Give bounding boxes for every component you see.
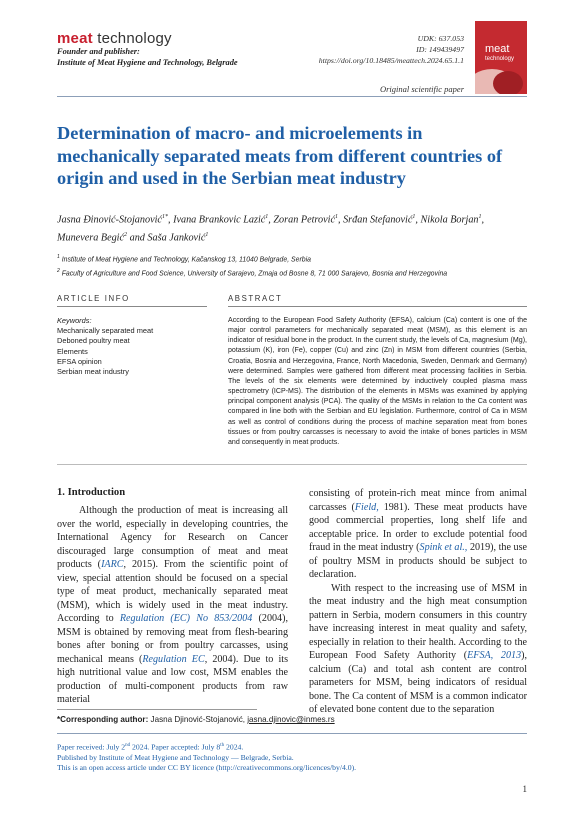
citation-link[interactable]: IARC xyxy=(101,559,124,570)
publisher-info xyxy=(57,46,238,68)
affiliations xyxy=(57,252,527,280)
citation-link[interactable]: Regulation (EC) No 853/2004 xyxy=(119,613,253,624)
article-id: ID: 149439497 xyxy=(416,45,464,54)
body-column-right xyxy=(309,487,527,717)
keyword-item: Mechanically separated meat xyxy=(57,326,154,336)
author-name: Munevera Begić xyxy=(57,232,125,244)
affiliation-item: $^2$ Faculty of Agriculture and Food Science, University of Sarajevo, Zmaja od Bosne 8, 71 000 Sarajevo, Bosnia and Herzegovina xyxy=(57,267,448,278)
citation-link[interactable]: Regulation EC xyxy=(142,653,205,665)
paragraph: With respect to the increasing use of MSM in the meat industry and the high meat consumption pattern in Serbia, modern consumers in this country have increasing interest in meat quality and safety, especially in relation to their health. According to the European Food Safety Authority (EFSA, 2013), calcium (Ca) and total ash content are control parameters for MSM, being indicators of residual bone. The Ca content of MSM is a common indicator of elevated bone content due to the separation xyxy=(309,582,528,715)
author-list: Jasna Đinović-Stojanović$^{1*}$, Ivana Brankovic Lazić$^1$, Zoran Petrović$^1$, Srđan Stefanović$^1$, Nikola Borjan$^1$, Munevera Begić$^2$ and Saša Janković$^1$ xyxy=(57,214,485,244)
paragraph: Although the production of meat is increasing all over the world, especially in developing countries, the International Agency for Research on Cancer discouraged large consumption of meat and meat products (IARC, 2015). From the scientific point of view, special attention should be focused on a special type of meat product, mechanically separated meat (MSM), which is widely used in the meat industry. According to Regulation (EC) No 853/2004 (2004), MSM is obtained by removing meat from flesh-bearing bones after boning or from poultry carcasses, using mechanical means (Regulation EC, 2004). Due to its high nutritional value and low cost, MSM enables the production of multi-component products from raw material xyxy=(57,505,289,705)
keyword-item: Deboned poultry meat xyxy=(57,336,130,346)
corresponding-author: *Corresponding author: Jasna Djinović-Stojanović, jasna.djinovic@inmes.rs xyxy=(57,715,335,724)
author-affiliation-mark: 1 xyxy=(205,231,209,238)
article-identifiers xyxy=(319,33,464,66)
section-heading-introduction: 1. Introduction xyxy=(57,487,126,498)
author-email-link[interactable]: jasna.djinovic@inmes.rs xyxy=(247,715,335,724)
keywords-block xyxy=(57,316,207,377)
body-column-left xyxy=(57,504,288,707)
article-info-rule xyxy=(57,306,207,307)
citation-link[interactable]: EFSA, 2013 xyxy=(467,650,522,661)
abstract-heading: ABSTRACT xyxy=(228,294,283,303)
author-affiliation-mark: 1 xyxy=(265,214,269,220)
author-name: Nikola Borjan xyxy=(420,214,479,226)
citation-link[interactable]: Field, xyxy=(354,501,379,513)
cover-subtitle: technology xyxy=(485,56,515,62)
udk: UDK: 637.053 xyxy=(417,34,464,43)
keyword-item: Serbian meat industry xyxy=(57,367,129,377)
publisher-note: Published by Institute of Meat Hygiene and Technology — Belgrade, Serbia. xyxy=(57,752,294,762)
doi-link[interactable]: https://doi.org/10.18485/meattech.2024.65.1.1 xyxy=(318,56,464,65)
page-number: 1 xyxy=(522,784,527,794)
journal-cover-thumbnail xyxy=(475,21,527,94)
footer-rule xyxy=(57,733,527,734)
author-name: Ivana Brankovic Lazić xyxy=(173,214,266,226)
abstract-rule xyxy=(228,306,527,307)
keyword-item: Elements xyxy=(57,346,88,356)
header-divider xyxy=(57,96,527,97)
keyword-item: EFSA opinion xyxy=(57,356,102,366)
footnote-rule xyxy=(57,709,257,710)
author-name: Zoran Petrović xyxy=(273,214,335,226)
author-affiliation-mark: 1 xyxy=(478,214,482,220)
license-note[interactable]: This is an open access article under CC BY licence (http://creativecommons.org/licences/by/4.0). xyxy=(57,762,357,772)
author-name: Saša Janković xyxy=(147,232,206,244)
paper-dates: Paper received: July 2nd 2024. Paper accepted: July 8th 2024. xyxy=(57,742,244,752)
author-name: Srđan Stefanović xyxy=(343,214,413,226)
author-affiliation-mark: 1* xyxy=(161,214,168,220)
paragraph: consisting of protein-rich meat mince from animal carcasses (Field, 1981). These meat products have good commercial properties, long shelf life and acceptable price. In order to exclude potential food fraud in the meat industry (Spink et al., 2019), the use of poultry MSM in products should be subject to declaration. xyxy=(309,488,527,580)
affiliation-item: $^1$ Institute of Meat Hygiene and Technology, Kačanskog 13, 11040 Belgrade, Serbia xyxy=(57,254,311,264)
publication-footer xyxy=(57,741,527,773)
publisher-name: Institute of Meat Hygiene and Technology, Belgrade xyxy=(57,58,238,67)
cover-title: meat xyxy=(485,43,510,55)
publisher-label: Founder and publisher: xyxy=(57,47,140,56)
article-type: Original scientific paper xyxy=(379,84,464,94)
abstract-bottom-rule xyxy=(57,464,527,465)
article-info-heading: ARTICLE INFO xyxy=(57,294,130,303)
author-affiliation-mark: 2 xyxy=(124,231,128,238)
cover-graphic-dark xyxy=(493,71,523,94)
author-affiliation-mark: 1 xyxy=(334,214,338,220)
abstract-text: According to the European Food Safety Authority (EFSA), calcium (Ca) content is one of the major control parameters for mechanically separated meat (MSM), as this element is an indicator of residual bone in the product. In the current study, the levels of Ca, magnesium (Mg), potassium (K), iron (Fe), copper (Cu) and zinc (Zn) in MSM from different countries (Serbia, Croatia, Bosnia and Herzegovina, France, North Macedonia, Sweden, Denmark and Germany) were determined. Samples were gathered from different meat processing facilities in Serbia. The levels of the six elements were determined by inductively coupled plasma mass spectrometry (ICP-MS). The distribution of the elements in MSMs was examined by applying principal component analysis (PCA). The quality of the MSMs in relation to the Ca content was compared in line both with the Serbian and EU legislation. Furthermore, control of Ca in MSM as well as control of conditions during the process of machine separation meat from bones tissues or from poultry carcasses is necessary to avoid the intake of bones particles in MSM and consequently in meat products. xyxy=(228,317,527,446)
paper-title: Determination of macro- and microelements in mechanically separated meats from different countries of origin and used in the Serbian meat industry xyxy=(57,123,503,188)
journal-logo: meat technology xyxy=(57,30,172,47)
keywords-label: Keywords: xyxy=(57,316,92,325)
citation-link[interactable]: Spink et al., xyxy=(419,542,468,553)
author-name: Jasna Đinović-Stojanović xyxy=(57,214,162,226)
author-affiliation-mark: 1 xyxy=(412,214,416,220)
